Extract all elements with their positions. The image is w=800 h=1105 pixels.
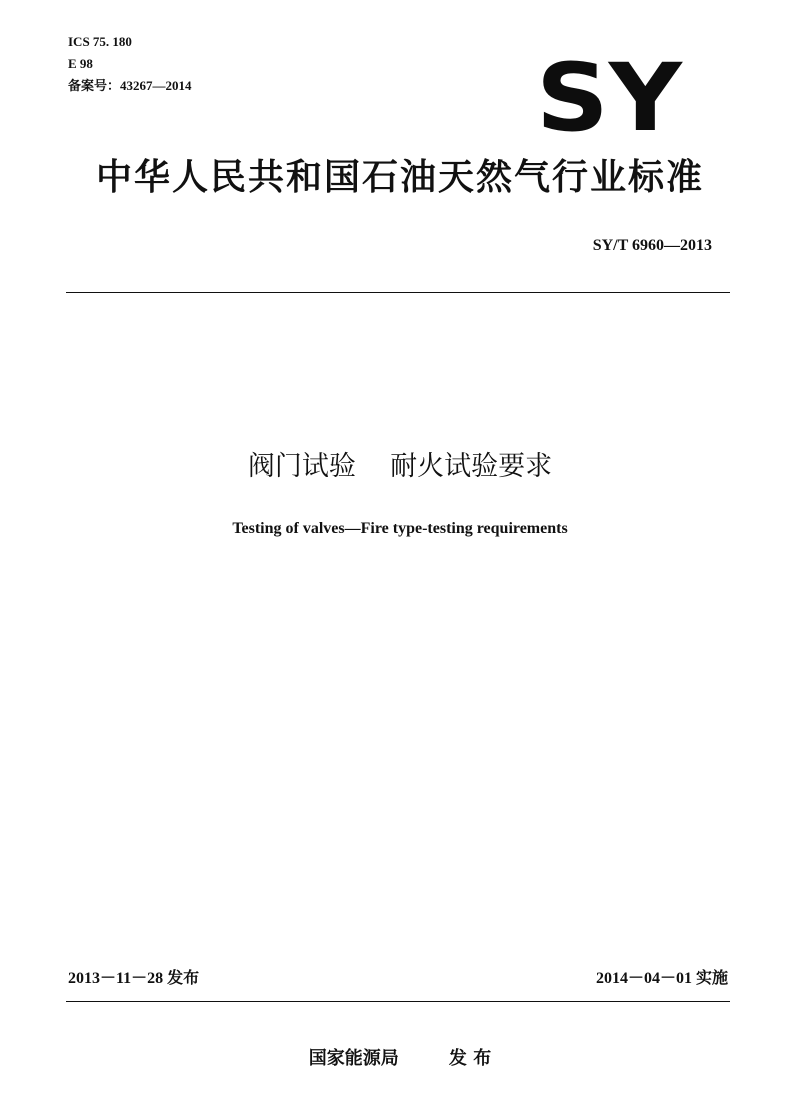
- ics-code: ICS 75. 180: [68, 34, 132, 49]
- filing-number: 备案号：43267—2014: [68, 78, 192, 93]
- standard-number: SY/T 6960—2013: [592, 237, 712, 254]
- implementation-date: 2014－04－01 实施: [595, 970, 728, 987]
- sy-logo: [534, 58, 684, 136]
- issue-date: 2013－11－28 发布: [68, 970, 200, 987]
- classification-code: E 98: [68, 56, 93, 71]
- logo-text: SY: [536, 58, 683, 136]
- top-divider: [66, 292, 730, 293]
- bottom-divider: [66, 1001, 730, 1002]
- document-title-cn: 阀门试验 耐火试验要求: [247, 451, 553, 482]
- standard-category-title: 中华人民共和国石油天然气行业标准: [95, 157, 704, 198]
- document-title-en: Testing of valves—Fire type-testing requirements: [232, 520, 568, 537]
- issuing-authority: 国家能源局 发 布: [308, 1048, 492, 1069]
